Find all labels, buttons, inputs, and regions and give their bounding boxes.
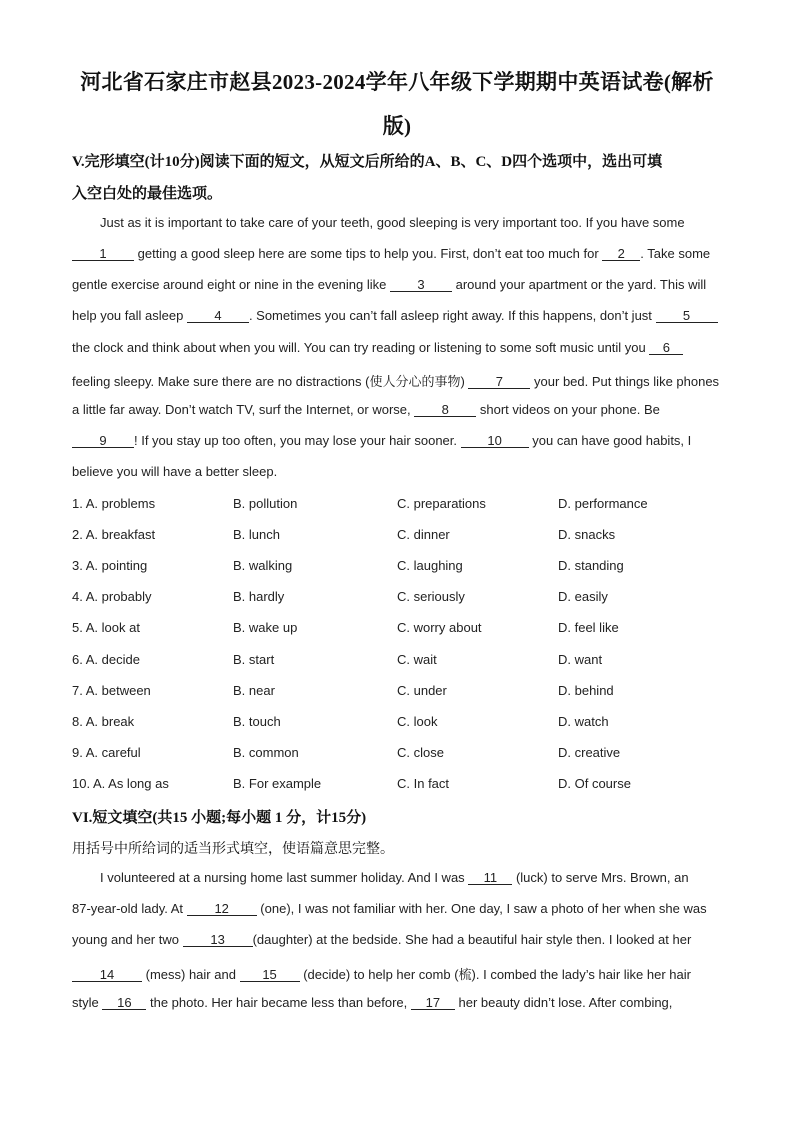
option: B. wake up — [233, 620, 298, 635]
passage-2-line: I volunteered at a nursing home last summer holiday. And I was 11 (luck) to serve Mrs. Brown, an — [100, 870, 689, 885]
answer-blank: 3 — [390, 278, 452, 292]
answer-blank: 2 — [602, 247, 640, 261]
answer-blank: 7 — [468, 375, 530, 389]
section-5-heading-cont: 入空白处的最佳选项。 — [72, 186, 223, 202]
answer-blank: 10 — [461, 434, 529, 448]
option: B. common — [233, 745, 299, 760]
option: C. preparations — [397, 496, 486, 511]
option: B. touch — [233, 714, 281, 729]
exam-title-line-1: 河北省石家庄市赵县2023-2024学年八年级下学期期中英语试卷(解析 — [80, 70, 714, 94]
option: C. seriously — [397, 589, 465, 604]
option: B. pollution — [233, 496, 298, 511]
option-row — [72, 589, 752, 607]
passage-1-line: help you fall asleep 4 . Sometimes you can’t fall asleep right away. If this happens, don’t just 5 — [72, 308, 732, 323]
option: D. feel like — [558, 620, 619, 635]
option: 5. A. look at — [72, 620, 140, 635]
option: D. creative — [558, 745, 621, 760]
passage-1-line: the clock and think about when you will. You can try reading or listening to some soft music until you 6 — [72, 340, 732, 355]
answer-blank: 13 — [183, 933, 253, 947]
answer-blank: 1 — [72, 247, 134, 261]
passage-2-line: 87-year-old lady. At 12 (one), I was not familiar with her. One day, I saw a photo of her when she was — [72, 901, 707, 916]
passage-2-line: young and her two 13 (daughter) at the bedside. She had a beautiful hair style then. I looked at her — [72, 932, 692, 947]
option-row — [72, 714, 752, 732]
option-row — [72, 776, 752, 794]
answer-blank: 15 — [240, 968, 300, 982]
option: 10. A. As long as — [72, 776, 169, 791]
option-row — [72, 527, 752, 545]
option: D. standing — [558, 558, 624, 573]
passage-1-line: Just as it is important to take care of your teeth, good sleeping is very important too. If you have some — [100, 215, 685, 230]
passage-1-line: 9 ! If you stay up too often, you may lose your hair sooner. 10 you can have good habits, I — [72, 433, 732, 448]
option: D. behind — [558, 683, 614, 698]
option-row — [72, 745, 752, 763]
answer-blank: 14 — [72, 968, 142, 982]
option: 9. A. careful — [72, 745, 141, 760]
answer-blank: 4 — [187, 309, 249, 323]
option: C. In fact — [397, 776, 450, 791]
option: 3. A. pointing — [72, 558, 148, 573]
passage-1-line: believe you will have a better sleep. — [72, 464, 278, 479]
option: B. hardly — [233, 589, 285, 604]
passage-1-line: a little far away. Don’t watch TV, surf the Internet, or worse, 8 short videos on your phone. Be — [72, 402, 660, 417]
answer-blank: 12 — [187, 902, 257, 916]
option-row — [72, 683, 752, 701]
option-row — [72, 558, 752, 576]
section-6-instruction: 用括号中所给词的适当形式填空，使语篇意思完整。 — [72, 842, 394, 857]
option: D. Of course — [558, 776, 631, 791]
option: D. watch — [558, 714, 609, 729]
option-row — [72, 620, 752, 638]
answer-blank: 16 — [102, 996, 146, 1010]
answer-blank: 17 — [411, 996, 455, 1010]
option: C. under — [397, 683, 447, 698]
passage-1-line: feeling sleepy. Make sure there are no distractions (使人分心的事物) 7 your bed. Put things like phones — [72, 374, 720, 389]
option: B. walking — [233, 558, 293, 573]
passage-1-line: 1 getting a good sleep here are some tips to help you. First, don’t eat too much for 2 . Take some — [72, 246, 732, 261]
option-row — [72, 652, 752, 670]
answer-blank: 5 — [656, 309, 718, 323]
passage-2-line: 14 (mess) hair and 15 (decide) to help her comb (梳). I combed the lady’s hair like her hair — [72, 964, 732, 983]
answer-blank: 9 — [72, 434, 134, 448]
option: 6. A. decide — [72, 652, 140, 667]
answer-blank: 6 — [649, 341, 683, 355]
option: C. laughing — [397, 558, 463, 573]
option: 8. A. break — [72, 714, 135, 729]
option: B. For example — [233, 776, 322, 791]
answer-blank: 11 — [468, 871, 512, 885]
option: C. close — [397, 745, 444, 760]
passage-2-line: style 16 the photo. Her hair became less than before, 17 her beauty didn’t lose. After combing, — [72, 995, 673, 1010]
option: C. dinner — [397, 527, 450, 542]
option: D. performance — [558, 496, 648, 511]
option: C. wait — [397, 652, 437, 667]
option: 2. A. breakfast — [72, 527, 156, 542]
passage-1-line: gentle exercise around eight or nine in the evening like 3 around your apartment or the yard. This will — [72, 277, 707, 292]
option: C. worry about — [397, 620, 482, 635]
option: C. look — [397, 714, 438, 729]
option: D. easily — [558, 589, 608, 604]
answer-blank: 8 — [414, 403, 476, 417]
option: B. start — [233, 652, 275, 667]
section-6-heading: VI.短文填空(共15 小题;每小题 1 分，计15分) — [72, 810, 367, 826]
option-row — [72, 496, 752, 514]
option: 1. A. problems — [72, 496, 156, 511]
option: B. near — [233, 683, 275, 698]
option: D. snacks — [558, 527, 616, 542]
section-5-heading: V.完形填空(计10分)阅读下面的短文，从短文后所给的A、B、C、D四个选项中，选出可填 — [72, 154, 663, 170]
option: B. lunch — [233, 527, 280, 542]
option: 4. A. probably — [72, 589, 152, 604]
exam-title-line-2: 版) — [382, 114, 412, 138]
option: D. want — [558, 652, 603, 667]
option: 7. A. between — [72, 683, 151, 698]
